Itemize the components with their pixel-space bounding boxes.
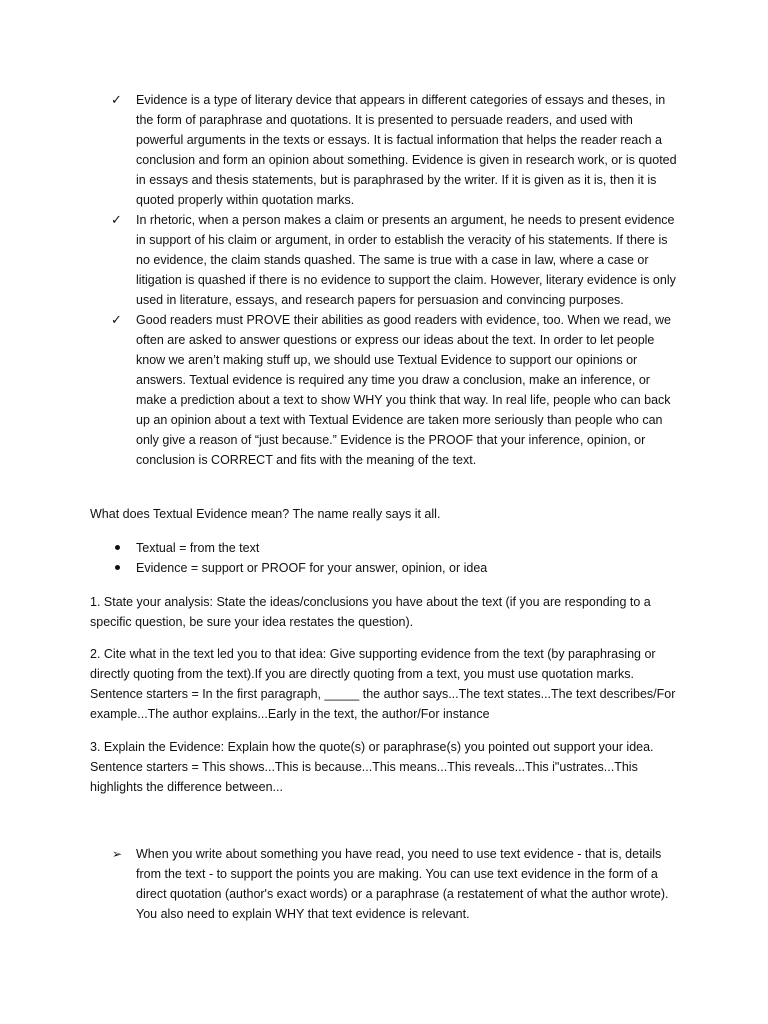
checklist <box>107 90 682 470</box>
arrow-item-text: When you write about something you have read, you need to use text evidence - that is, details from the text - to support the points you are making. You can use text evidence in the form of a direct quotation (author's exact words) or a paraphrase (a restatement of what the author wrote). You also need to explain WHY that text evidence is relevant. <box>136 847 669 921</box>
bullet-dot-icon <box>115 565 120 570</box>
check-icon: ✓ <box>111 92 122 107</box>
checklist-item <box>107 310 682 470</box>
definition-text: Textual = from the text <box>136 541 260 555</box>
step-1-paragraph: 1. State your analysis: State the ideas/conclusions you have about the text (if you are responding to a specific question, be sure your idea restates the question). <box>90 595 651 629</box>
checklist-item-text: In rhetoric, when a person makes a claim or presents an argument, he needs to present evidence in support of his claim or argument, in order to establish the veracity of his statements. If there is no evidence, the claim stands quashed. The same is true with a case in law, where a case or litigation is quashed if there is no evidence to support the claim. However, literary evidence is only used in literature, essays, and research papers for persuasion and convincing purposes. <box>136 213 676 307</box>
checklist-item <box>107 90 682 210</box>
check-icon: ✓ <box>111 312 122 327</box>
checklist-item-text: Evidence is a type of literary device that appears in different categories of essays and theses, in the form of paraphrase and quotations. It is presented to persuade readers, and used with powerful arguments in the texts or essays. It is factual information that helps the reader reach a conclusion and form an opinion about something. Evidence is given in research work, or is quoted in essays and thesis statements, but is paraphrased by the writer. If it is given as it is, then it is quoted properly within quotation marks. <box>136 93 677 207</box>
bullet-dot-icon <box>115 545 120 550</box>
checklist-item <box>107 210 682 310</box>
definition-item <box>112 538 672 558</box>
check-icon: ✓ <box>111 212 122 227</box>
step-2-paragraph: 2. Cite what in the text led you to that idea: Give supporting evidence from the text (by paraphrasing or directly quoting from the text).If you are directly quoting from a text, you must use quotation marks. Sentence starters = In the first paragraph, _____ the author says...The text states...The text describes/For example...The author explains...Early in the text, the author/For instance <box>90 647 676 721</box>
arrow-list <box>112 844 682 924</box>
checklist-item-text: Good readers must PROVE their abilities as good readers with evidence, too. When we read, we often are asked to answer questions or express our ideas about the text. In order to let people know we aren’t making stuff up, we should use Textual Evidence to support our opinions or answers. Textual evidence is required any time you draw a conclusion, make an inference, or make a prediction about a text to show WHY you think that way. In real life, people who can back up an opinion about a text with Textual Evidence are taken more seriously than people who can only give a reason of “just because.” Evidence is the PROOF that your inference, opinion, or conclusion is CORRECT and fits with the meaning of the text. <box>136 313 671 467</box>
arrow-bullet-icon: ➢ <box>112 847 123 861</box>
definition-item <box>112 558 672 578</box>
step-3-paragraph: 3. Explain the Evidence: Explain how the quote(s) or paraphrase(s) you pointed out support your idea. Sentence starters = This shows...This is because...This means...This reveals...This i"ustrates...This highlights the difference between... <box>90 740 654 794</box>
textual-evidence-question: What does Textual Evidence mean? The name really says it all. <box>90 507 441 521</box>
arrow-list-item <box>112 844 682 924</box>
definition-list <box>112 538 672 578</box>
definition-text: Evidence = support or PROOF for your answer, opinion, or idea <box>136 561 488 575</box>
